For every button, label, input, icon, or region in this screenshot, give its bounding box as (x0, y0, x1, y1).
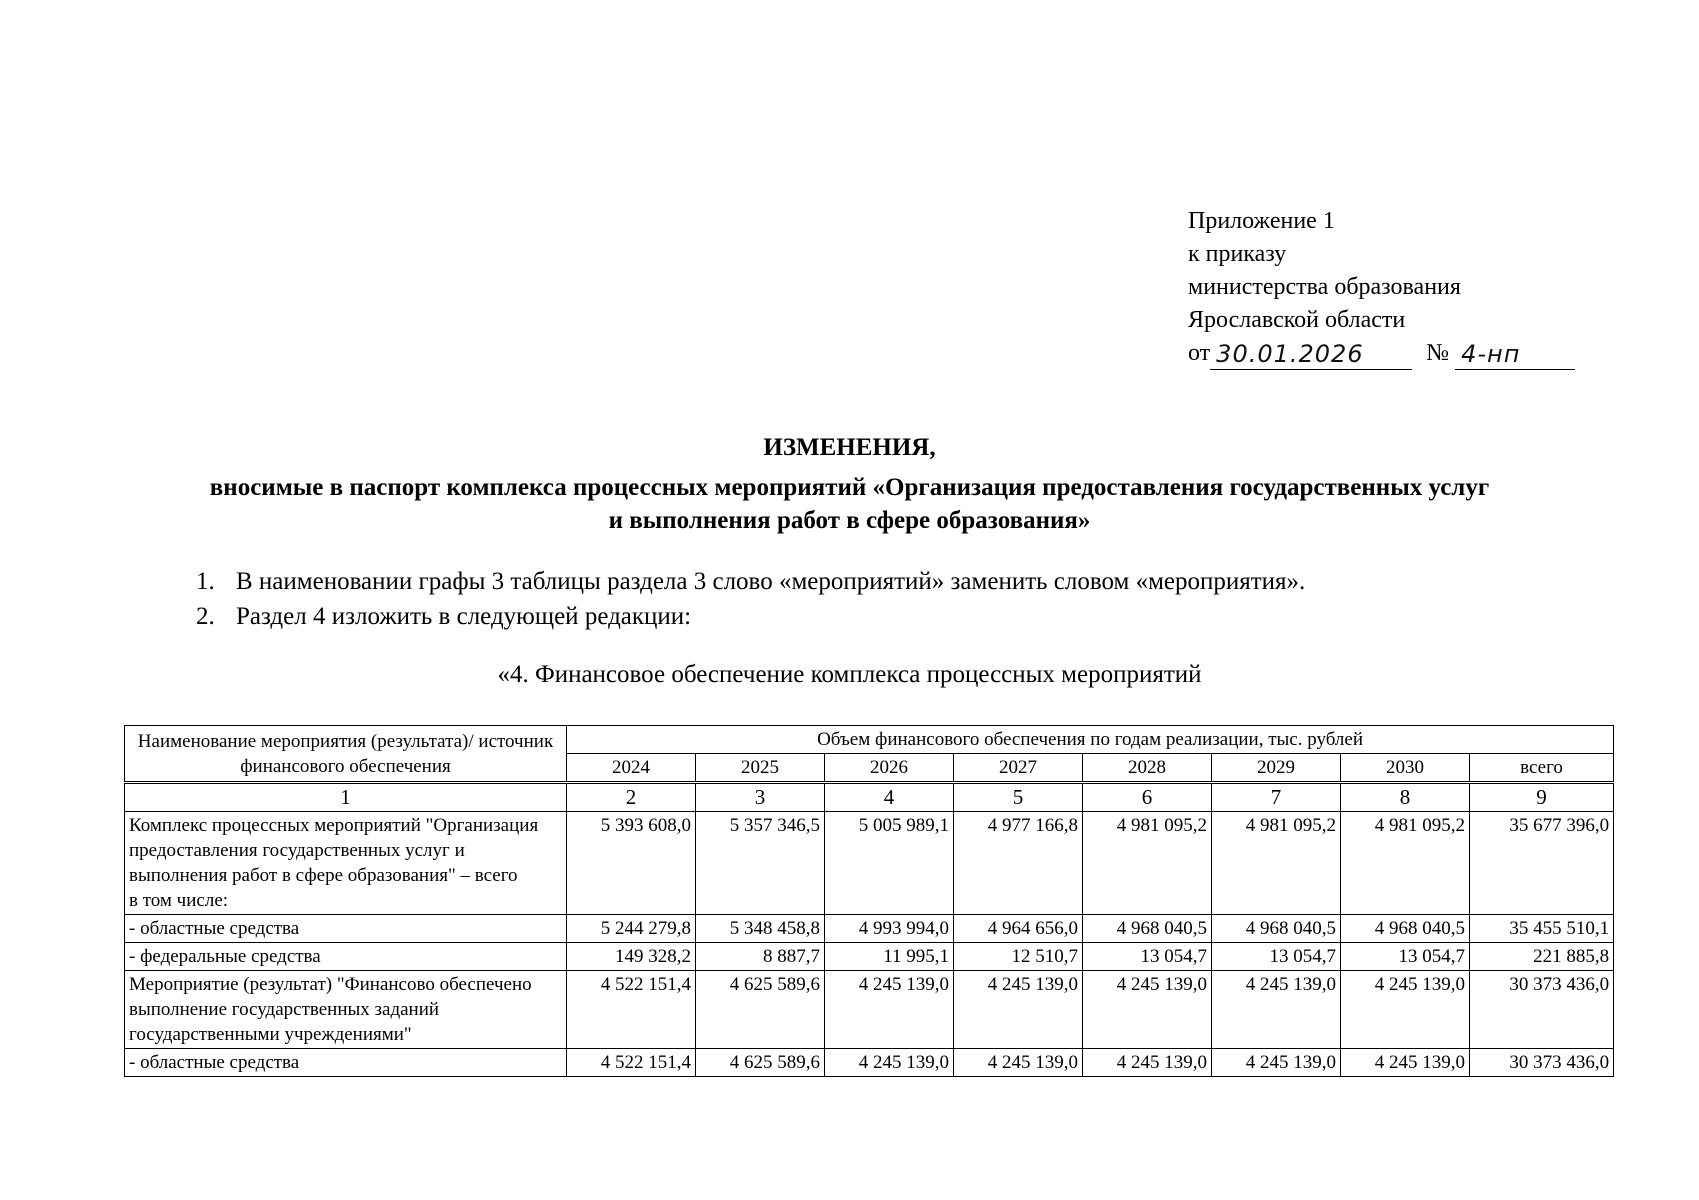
header-name-cell: Наименование мероприятия (результата)/ источник финансового обеспечения (125, 726, 567, 783)
index-cell: 3 (696, 783, 825, 812)
document-title: ИЗМЕНЕНИЯ, (763, 434, 936, 461)
subtitle-line-2: и выполнения работ в сфере образования» (608, 507, 1091, 534)
subtitle-line-1: вносимые в паспорт комплекса процессных мероприятий «Организация предоставления государственных услуг (209, 474, 1490, 501)
value-cell: 4 522 151,4 (567, 971, 696, 1049)
value-cell: 8 887,7 (696, 943, 825, 971)
appendix-line-3: министерства образования (1188, 274, 1461, 300)
value-cell: 4 981 095,2 (1212, 812, 1341, 915)
year-cell: всего (1470, 754, 1614, 783)
year-cell: 2024 (567, 754, 696, 783)
value-cell: 4 964 656,0 (954, 915, 1083, 943)
appendix-line-4: Ярославской области (1188, 307, 1406, 333)
value-cell: 11 995,1 (825, 943, 954, 971)
value-cell: 4 968 040,5 (1212, 915, 1341, 943)
index-cell: 9 (1470, 783, 1614, 812)
value-cell: 4 245 139,0 (1212, 971, 1341, 1049)
handwritten-date: 30.01.2026 (1210, 339, 1412, 370)
value-cell: 4 993 994,0 (825, 915, 954, 943)
change-item-1 (196, 564, 1305, 599)
handwritten-number: 4-нп (1455, 339, 1575, 370)
value-cell: 4 968 040,5 (1341, 915, 1470, 943)
table-index-row (125, 783, 1614, 812)
index-cell: 5 (954, 783, 1083, 812)
header-volume-cell: Объем финансового обеспечения по годам реализации, тыс. рублей (567, 726, 1614, 754)
value-cell: 4 245 139,0 (1341, 971, 1470, 1049)
value-cell: 13 054,7 (1212, 943, 1341, 971)
value-cell: 4 968 040,5 (1083, 915, 1212, 943)
appendix-line-2: к приказу (1188, 241, 1287, 267)
value-cell: 30 373 436,0 (1470, 1049, 1614, 1077)
financial-table (124, 725, 1614, 1077)
row-name-cell: Мероприятие (результат) "Финансово обеспечено выполнение государственных заданий государственными учреждениями" (125, 971, 567, 1049)
table-row (125, 943, 1614, 971)
table-row (125, 812, 1614, 915)
index-cell: 7 (1212, 783, 1341, 812)
appendix-block (1188, 205, 1575, 370)
value-cell: 12 510,7 (954, 943, 1083, 971)
value-cell: 4 245 139,0 (1083, 971, 1212, 1049)
section-title-text: «4. Финансовое обеспечение комплекса процессных мероприятий (497, 661, 1202, 688)
year-cell: 2028 (1083, 754, 1212, 783)
value-cell: 4 981 095,2 (1341, 812, 1470, 915)
value-cell: 5 348 458,8 (696, 915, 825, 943)
row-name-cell: - федеральные средства (125, 943, 567, 971)
appendix-line-1: Приложение 1 (1188, 208, 1335, 234)
year-cell: 2027 (954, 754, 1083, 783)
document-subtitle (0, 471, 1699, 537)
value-cell: 4 245 139,0 (954, 1049, 1083, 1077)
row-name-cell: Комплекс процессных мероприятий "Организация предоставления государственных услуг и выполнения работ в сфере образования" – всего в том числе: (125, 812, 567, 915)
index-cell: 2 (567, 783, 696, 812)
value-cell: 30 373 436,0 (1470, 971, 1614, 1049)
value-cell: 5 393 608,0 (567, 812, 696, 915)
value-cell: 4 245 139,0 (825, 1049, 954, 1077)
number-sign: № (1426, 340, 1450, 366)
value-cell: 13 054,7 (1083, 943, 1212, 971)
value-cell: 149 328,2 (567, 943, 696, 971)
table-header-row (125, 726, 1614, 754)
index-cell: 1 (125, 783, 567, 812)
table-row (125, 915, 1614, 943)
value-cell: 4 245 139,0 (825, 971, 954, 1049)
value-cell: 4 245 139,0 (954, 971, 1083, 1049)
item-text: В наименовании графы 3 таблицы раздела 3 слово «мероприятий» заменить словом «мероприятия». (236, 568, 1306, 595)
value-cell: 4 625 589,6 (696, 971, 825, 1049)
value-cell: 4 245 139,0 (1341, 1049, 1470, 1077)
value-cell: 4 522 151,4 (567, 1049, 696, 1077)
value-cell: 4 981 095,2 (1083, 812, 1212, 915)
value-cell: 4 245 139,0 (1212, 1049, 1341, 1077)
year-cell: 2029 (1212, 754, 1341, 783)
value-cell: 5 005 989,1 (825, 812, 954, 915)
row-name-cell: - областные средства (125, 915, 567, 943)
value-cell: 221 885,8 (1470, 943, 1614, 971)
value-cell: 5 357 346,5 (696, 812, 825, 915)
date-prefix: от (1188, 340, 1211, 366)
order-date-number (1188, 337, 1575, 370)
item-number: 2. (196, 603, 215, 630)
value-cell: 35 677 396,0 (1470, 812, 1614, 915)
row-name-cell: - областные средства (125, 1049, 567, 1077)
year-cell: 2026 (825, 754, 954, 783)
item-text: Раздел 4 изложить в следующей редакции: (236, 603, 692, 630)
index-cell: 4 (825, 783, 954, 812)
year-cell: 2030 (1341, 754, 1470, 783)
value-cell: 5 244 279,8 (567, 915, 696, 943)
change-item-2 (196, 599, 1305, 634)
value-cell: 35 455 510,1 (1470, 915, 1614, 943)
value-cell: 13 054,7 (1341, 943, 1470, 971)
index-cell: 6 (1083, 783, 1212, 812)
value-cell: 4 245 139,0 (1083, 1049, 1212, 1077)
year-cell: 2025 (696, 754, 825, 783)
value-cell: 4 977 166,8 (954, 812, 1083, 915)
value-cell: 4 625 589,6 (696, 1049, 825, 1077)
table-row (125, 1049, 1614, 1077)
section-title (0, 661, 1699, 689)
item-number: 1. (196, 568, 215, 595)
change-items-list (196, 564, 1305, 634)
table-row (125, 971, 1614, 1049)
index-cell: 8 (1341, 783, 1470, 812)
